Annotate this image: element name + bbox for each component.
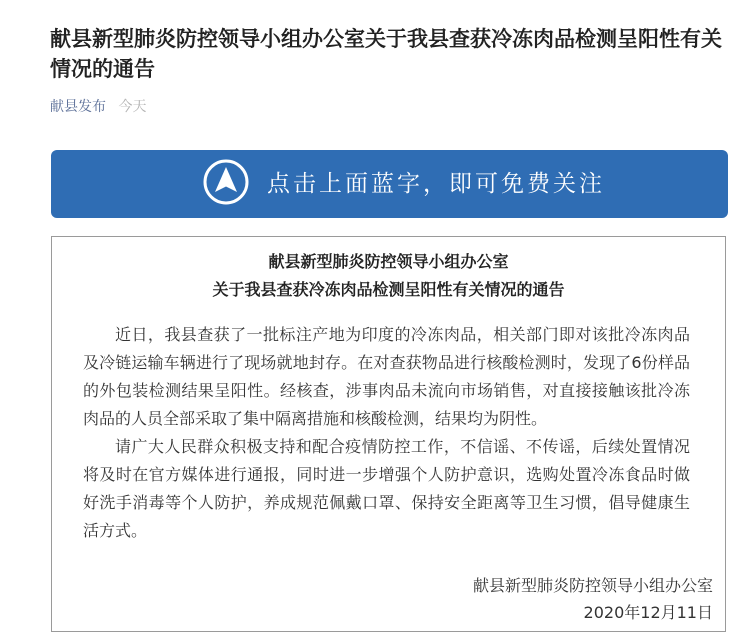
account-name-link[interactable]: 献县发布 (50, 99, 106, 115)
notice-sign-date: 2020年12月11日 (583, 603, 713, 622)
notice-paragraph: 请广大人民群众积极支持和配合疫情防控工作，不信谣、不传谣，后续处置情况将及时在官方媒体进行通报，同时进一步增强个人防护意识，选购处置冷冻食品时做好洗手消毒等个人防护，养成规范佩戴口罩、保持安全距离等卫生习惯，倡导健康生活方式。 (83, 437, 690, 540)
article-title: 献县新型肺炎防控领导小组办公室关于我县查获冷冻肉品检测呈阳性有关情况的通告 (50, 27, 722, 81)
notice-paragraph: 近日，我县查获了一批标注产地为印度的冷冻肉品，相关部门即对该批冷冻肉品及冷链运输车辆进行了现场就地封存。在对查获物品进行核酸检测时，发现了6份样品的外包装检测结果呈阳性。经核查，涉事肉品未流向市场销售，对直接接触该批冷冻肉品的人员全部采取了集中隔离措施和核酸检测，结果均为阴性。 (83, 325, 690, 428)
article-meta (50, 97, 146, 117)
notice-header-subject: 关于我县查获冷冻肉品检测呈阳性有关情况的通告 (212, 280, 565, 299)
follow-banner[interactable] (51, 150, 728, 218)
navigation-arrow-icon (202, 158, 250, 206)
notice-header (52, 248, 725, 304)
notice-body (83, 321, 690, 545)
notice-signature-block (473, 572, 713, 626)
notice-header-issuer: 献县新型肺炎防控领导小组办公室 (268, 252, 509, 271)
publish-date: 今天 (118, 99, 147, 115)
notice-signature: 献县新型肺炎防控领导小组办公室 (472, 576, 713, 595)
follow-banner-text: 点击上面蓝字，即可免费关注 (267, 171, 605, 197)
notice-box (51, 236, 726, 632)
